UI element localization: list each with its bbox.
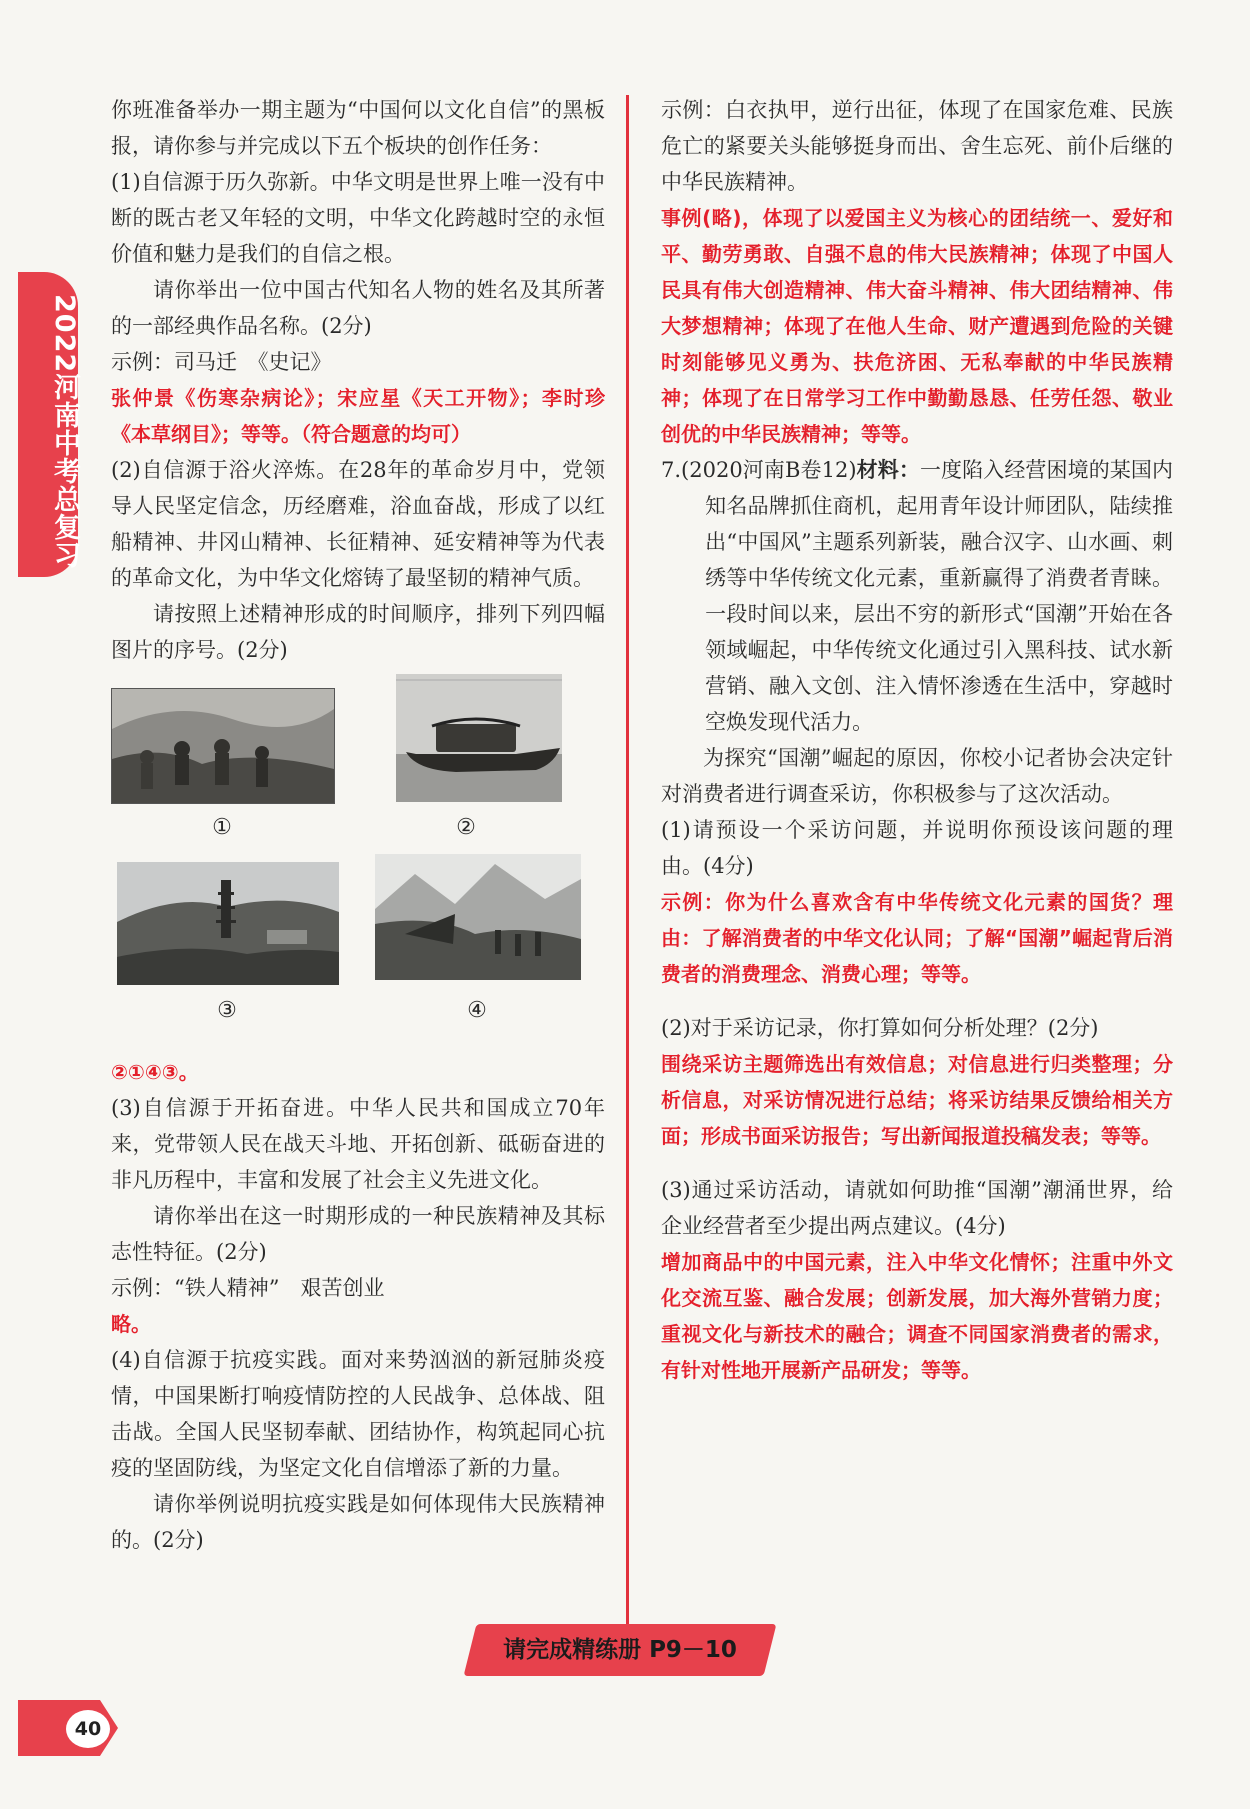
q3-example: 示例：“铁人精神” 艰苦创业 [111,1276,385,1300]
q2-text: (2)自信源于浴火淬炼。在28年的革命岁月中，党领导人民坚定信念，历经磨难，浴血奋战，形成了以红船精神、井冈山精神、长征精神、延安精神等为代表的革命文化，为中华文化熔铸了最坚韧的精神气质。 [111,458,605,590]
q4-ask: 请你举例说明抗疫实践是如何体现伟大民族精神的。(2分) [111,1492,605,1552]
q2-ask: 请按照上述精神形成的时间顺序，排列下列四幅图片的序号。(2分) [111,602,605,662]
photo-4-image [375,854,581,980]
photo-2-image [396,674,562,802]
caption-4: ④ [467,998,487,1023]
q7-material-label: 材料： [856,457,920,482]
photo-1 [111,688,335,804]
chapter-side-tab: 2022河南中考总复习 [18,272,78,577]
q7-intro: 为探究“国潮”崛起的原因，你校小记者协会决定针对消费者进行调查采访，你积极参与了这次活动。 [661,746,1173,806]
q1-answer: 张仲景《伤寒杂病论》；宋应星《天工开物》；李时珍《本草纲目》；等等。（符合题意的均可） [111,386,605,446]
column-divider [626,95,629,1625]
q3-ask: 请你举出在这一时期形成的一种民族精神及其标志性特征。(2分) [111,1204,605,1264]
caption-3: ③ [217,998,237,1023]
q7-source: (2020河南B卷12) [681,458,857,482]
right-column [661,92,1173,1388]
photo-4 [375,854,581,980]
q7-3-answer: 增加商品中的中国元素，注入中华文化情怀；注重中外文化交流互鉴、融合发展；创新发展，加大海外营销力度；重视文化与新技术的融合；调查不同国家消费者的需求，有针对性地开展新产品研发；等等。 [661,1250,1173,1382]
photo-3 [117,862,339,985]
q7-2-answer: 围绕采访主题筛选出有效信息；对信息进行归类整理；分析信息，对采访情况进行总结；将采访结果反馈给相关方面；形成书面采访报告；写出新闻报道投稿发表；等等。 [661,1052,1173,1148]
q4-answer: 事例(略)，体现了以爱国主义为核心的团结统一、爱好和平、勤劳勇敢、自强不息的伟大民族精神；体现了中国人民具有伟大创造精神、伟大奋斗精神、伟大团结精神、伟大梦想精神；体现了在他人生命、财产遭遇到危险的关键时刻能够见义勇为、扶危济困、无私奉献的中华民族精神；体现了在日常学习工作中勤勤恳恳、任劳任怨、敬业创优的中华民族精神；等等。 [661,206,1173,446]
q7-material [661,452,1173,740]
q7-2-ask: (2)对于采访记录，你打算如何分析处理？(2分) [661,1016,1099,1040]
q1-ask: 请你举出一位中国古代知名人物的姓名及其所著的一部经典作品名称。(2分) [111,278,605,338]
photo-2 [396,674,562,802]
page-number: 40 [66,1710,110,1748]
q2-answer: ②①④③。 [111,1060,199,1084]
caption-1: ① [212,815,232,840]
q7-material-text: 一度陷入经营困境的某国内知名品牌抓住商机，起用青年设计师团队，陆续推出“中国风”主题系列新装，融合汉字、山水画、刺绣等中华传统文化元素，重新赢得了消费者青睐。一段时间以来，层出不穷的新形式“国潮”开始在各领域崛起，中华传统文化通过引入黑科技、试水新营销、融入文创、注入情怀渗透在生活中，穿越时空焕发现代活力。 [705,458,1174,734]
q3-text: (3)自信源于开拓奋进。中华人民共和国成立70年来，党带领人民在战天斗地、开拓创新、砥砺奋进的非凡历程中，丰富和发展了社会主义先进文化。 [111,1096,605,1192]
q7-3-ask: (3)通过采访活动，请就如何助推“国潮”潮涌世界，给企业经营者至少提出两点建议。(4分) [661,1178,1173,1238]
q7-number: 7. [661,458,682,482]
photo-1-image [112,689,334,803]
caption-2: ② [456,815,476,840]
q7-1-answer: 示例：你为什么喜欢含有中华传统文化元素的国货？理由：了解消费者的中华文化认同；了解“国潮”崛起背后消费者的消费理念、消费心理；等等。 [661,890,1173,986]
q7-1-ask: (1)请预设一个采访问题，并说明你预设该问题的理由。(4分) [661,818,1173,878]
revolution-photos [111,674,605,1054]
left-column [111,92,605,1558]
photo-3-image [117,862,339,985]
q4-example: 示例：白衣执甲，逆行出征，体现了在国家危难、民族危亡的紧要关头能够挺身而出、舍生忘死、前仆后继的中华民族精神。 [661,98,1173,194]
q3-answer: 略。 [111,1312,151,1336]
q1-text: (1)自信源于历久弥新。中华文明是世界上唯一没有中断的既古老又年轻的文明，中华文化跨越时空的永恒价值和魅力是我们的自信之根。 [111,170,605,266]
q1-example: 示例：司马迁 《史记》 [111,350,332,374]
practice-banner-text: 请完成精练册 P9－10 [503,1637,737,1663]
task-intro: 你班准备举办一期主题为“中国何以文化自信”的黑板报，请你参与并完成以下五个板块的创作任务： [111,98,605,158]
q4-text: (4)自信源于抗疫实践。面对来势汹汹的新冠肺炎疫情，中国果断打响疫情防控的人民战争、总体战、阻击战。全国人民坚韧奉献、团结协作，构筑起同心抗疫的坚固防线，为坚定文化自信增添了新的力量。 [111,1348,605,1480]
